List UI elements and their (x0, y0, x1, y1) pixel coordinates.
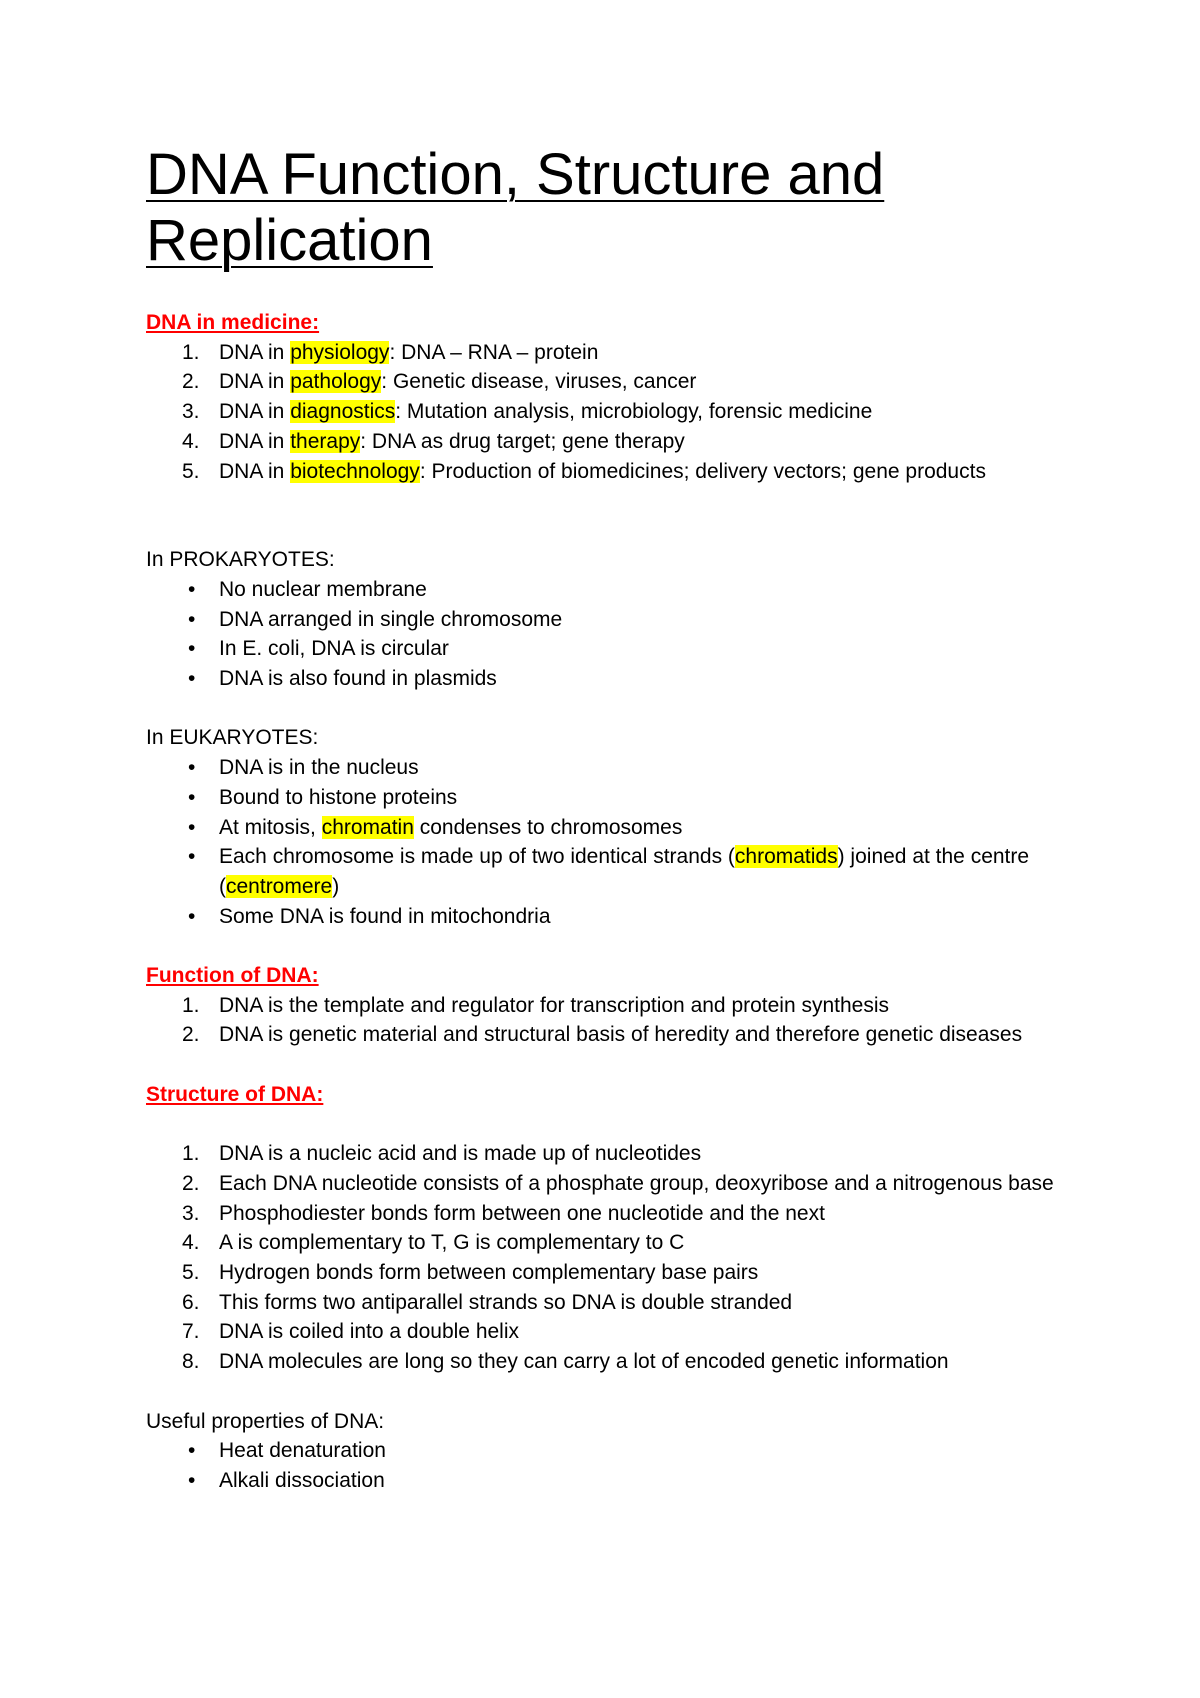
bullet-icon: • (188, 815, 196, 839)
bullet-icon: • (188, 637, 196, 661)
item-text: DNA in (219, 429, 291, 453)
spacer (146, 1377, 1106, 1407)
spacer (146, 1050, 1106, 1080)
list-item (146, 813, 1106, 843)
highlighted-term: pathology (290, 370, 382, 394)
item-text: DNA is a nucleic acid and is made up of nucleotides (219, 1142, 702, 1166)
heading-structure-of-dna: Structure of DNA: (146, 1082, 324, 1106)
list-number: 1. (182, 340, 200, 364)
spacer (146, 1110, 1106, 1140)
item-text: : Production of biomedicines; delivery vectors; gene products (419, 459, 986, 483)
item-text: DNA in (219, 400, 291, 424)
list-number: 4. (182, 429, 200, 453)
item-text: Some DNA is found in mitochondria (219, 904, 551, 928)
list-item (146, 605, 1106, 635)
list-number: 2. (182, 370, 200, 394)
list-number: 1. (182, 1142, 200, 1166)
item-text: Phosphodiester bonds form between one nucleotide and the next (219, 1201, 825, 1225)
highlighted-term: chromatin (321, 815, 414, 839)
item-text: Bound to histone proteins (219, 785, 458, 809)
heading-prokaryotes: In PROKARYOTES: (146, 548, 335, 572)
item-text: ) joined at the centre ( (219, 845, 1030, 898)
item-text: This forms two antiparallel strands so DNA is double stranded (219, 1290, 793, 1314)
item-text: DNA in (219, 370, 291, 394)
item-text: A is complementary to T, G is complementary to C (219, 1231, 685, 1255)
list-item (146, 1288, 1106, 1318)
item-text: DNA is also found in plasmids (219, 667, 497, 691)
item-text: : Genetic disease, viruses, cancer (381, 370, 697, 394)
heading-dna-in-medicine: DNA in medicine: (146, 311, 320, 334)
bullet-icon: • (188, 667, 196, 691)
list-item (146, 1317, 1106, 1347)
item-text: Each chromosome is made up of two identical strands ( (219, 845, 735, 869)
structure-list (146, 1139, 1106, 1377)
prokaryotes-list (146, 575, 1106, 694)
item-text: Alkali dissociation (219, 1468, 385, 1492)
item-text: DNA arranged in single chromosome (219, 607, 563, 631)
item-text: : DNA as drug target; gene therapy (360, 429, 685, 453)
item-text: DNA is in the nucleus (219, 756, 419, 780)
item-text: DNA is coiled into a double helix (219, 1320, 520, 1344)
page-title: DNA Function, Structure and Replication (146, 142, 885, 273)
bullet-icon: • (188, 577, 196, 601)
list-number: 3. (182, 400, 200, 424)
list-number: 3. (182, 1201, 200, 1225)
list-item (146, 991, 1106, 1021)
function-list (146, 991, 1106, 1050)
highlighted-term: centromere (226, 874, 333, 898)
medicine-list (146, 338, 1106, 487)
item-text: DNA is genetic material and structural basis of heredity and therefore genetic diseases (219, 1023, 1023, 1047)
list-item (146, 1228, 1106, 1258)
list-item (146, 1436, 1106, 1466)
item-text: DNA molecules are long so they can carry a lot of encoded genetic information (219, 1350, 949, 1374)
list-item (146, 664, 1106, 694)
eukaryotes-list (146, 753, 1106, 931)
item-text: Heat denaturation (219, 1439, 386, 1463)
item-text: At mitosis, (219, 815, 322, 839)
list-number: 2. (182, 1023, 200, 1047)
bullet-icon: • (188, 845, 196, 869)
list-number: 7. (182, 1320, 200, 1344)
list-number: 8. (182, 1350, 200, 1374)
list-item (146, 783, 1106, 813)
list-item (146, 427, 1106, 457)
document-body (146, 308, 1106, 1496)
bullet-icon: • (188, 785, 196, 809)
list-number: 5. (182, 1261, 200, 1285)
item-text: In E. coli, DNA is circular (219, 637, 449, 661)
item-text: Each DNA nucleotide consists of a phosphate group, deoxyribose and a nitrogenous base (219, 1171, 1054, 1195)
highlighted-term: diagnostics (290, 400, 396, 424)
list-item (146, 338, 1106, 368)
item-text: DNA is the template and regulator for transcription and protein synthesis (219, 993, 890, 1017)
list-item (146, 1258, 1106, 1288)
item-text: : Mutation analysis, microbiology, forensic medicine (395, 400, 873, 424)
list-item (146, 1466, 1106, 1496)
list-number: 1. (182, 993, 200, 1017)
list-item (146, 634, 1106, 664)
list-item (146, 575, 1106, 605)
item-text: No nuclear membrane (219, 577, 427, 601)
highlighted-term: chromatids (734, 845, 838, 869)
highlighted-term: physiology (290, 340, 390, 364)
bullet-icon: • (188, 1439, 196, 1463)
bullet-icon: • (188, 904, 196, 928)
list-number: 6. (182, 1290, 200, 1314)
bullet-icon: • (188, 1468, 196, 1492)
list-item (146, 1139, 1106, 1169)
properties-list (146, 1436, 1106, 1495)
bullet-icon: • (188, 756, 196, 780)
list-number: 5. (182, 459, 200, 483)
list-item (146, 753, 1106, 783)
list-item (146, 842, 1106, 901)
list-item (146, 902, 1106, 932)
list-item (146, 1020, 1106, 1050)
list-item (146, 457, 1106, 487)
item-text: DNA in (219, 340, 291, 364)
spacer (146, 486, 1106, 545)
list-item (146, 397, 1106, 427)
list-item (146, 1199, 1106, 1229)
list-number: 4. (182, 1231, 200, 1255)
list-item (146, 1169, 1106, 1199)
heading-useful-properties: Useful properties of DNA: (146, 1409, 385, 1433)
list-number: 2. (182, 1171, 200, 1195)
spacer (146, 694, 1106, 724)
spacer (146, 931, 1106, 961)
item-text: ) (332, 874, 340, 898)
item-text: DNA in (219, 459, 291, 483)
list-item (146, 367, 1106, 397)
heading-function-of-dna: Function of DNA: (146, 964, 319, 988)
heading-eukaryotes: In EUKARYOTES: (146, 726, 319, 750)
item-text: condenses to chromosomes (413, 815, 683, 839)
item-text: : DNA – RNA – protein (389, 340, 599, 364)
highlighted-term: therapy (290, 429, 361, 453)
list-item (146, 1347, 1106, 1377)
item-text: Hydrogen bonds form between complementary base pairs (219, 1261, 759, 1285)
highlighted-term: biotechnology (290, 459, 420, 483)
bullet-icon: • (188, 607, 196, 631)
